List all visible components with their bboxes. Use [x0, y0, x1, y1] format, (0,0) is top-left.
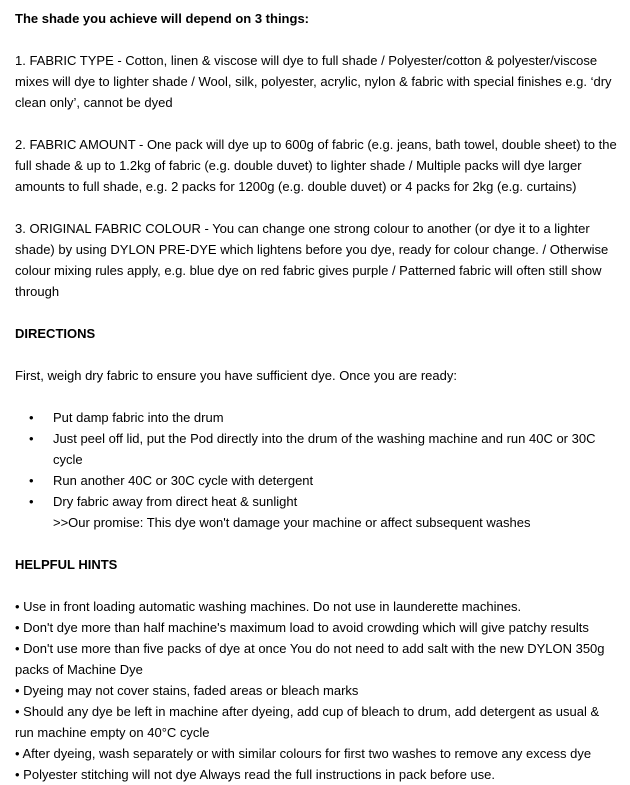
list-item: • Put damp fabric into the drum [15, 407, 620, 428]
helpful-hints-heading: HELPFUL HINTS [15, 557, 118, 572]
hint-item: • Polyester stitching will not dye Always read the full instructions in pack before use. [15, 767, 496, 782]
intro-heading: The shade you achieve will depend on 3 things: [15, 11, 309, 26]
hint-item: • After dyeing, wash separately or with similar colours for first two washes to remove any excess dye [15, 746, 592, 761]
paragraph-original-fabric-colour: 3. ORIGINAL FABRIC COLOUR - You can change one strong colour to another (or dye it to a lighter shade) by using DYLON PRE-DYE which lightens before you dye, ready for colour change. / Otherwise colour mixing rules apply, e.g. blue dye on red fabric gives purple / Patterned fabric will often still show through [15, 221, 609, 299]
directions-list [15, 407, 620, 512]
hint-item: • Don't dye more than half machine's maximum load to avoid crowding which will give patchy results [15, 620, 589, 635]
hint-item: • Use in front loading automatic washing machines. Do not use in launderette machines. [15, 599, 522, 614]
paragraph-fabric-amount: 2. FABRIC AMOUNT - One pack will dye up to 600g of fabric (e.g. jeans, bath towel, double sheet) to the full shade & up to 1.2kg of fabric (e.g. double duvet) to lighter shade / Multiple packs will dye larger amounts to full shade, e.g. 2 packs for 1200g (e.g. double duvet) or 4 packs for 2kg (e.g. curtains) [15, 137, 617, 194]
list-item: • Run another 40C or 30C cycle with detergent [15, 470, 620, 491]
hint-item: • Dyeing may not cover stains, faded areas or bleach marks [15, 683, 359, 698]
list-item: • Dry fabric away from direct heat & sunlight [15, 491, 620, 512]
hints-block [15, 596, 620, 785]
directions-intro: First, weigh dry fabric to ensure you have sufficient dye. Once you are ready: [15, 368, 457, 383]
paragraph-fabric-type: 1. FABRIC TYPE - Cotton, linen & viscose will dye to full shade / Polyester/cotton & polyester/viscose mixes will dye to lighter shade / Wool, silk, polyester, acrylic, nylon & fabric with special finishes e.g. ‘dry clean only’, cannot be dyed [15, 53, 612, 110]
list-item: • Just peel off lid, put the Pod directly into the drum of the washing machine and run 40C or 30C cycle [15, 428, 620, 470]
directions-heading: DIRECTIONS [15, 326, 96, 341]
hint-item: • Should any dye be left in machine after dyeing, add cup of bleach to drum, add detergent as usual & run machine empty on 40°C cycle [15, 704, 600, 740]
hint-item: • Don't use more than five packs of dye at once You do not need to add salt with the new DYLON 350g packs of Machine Dye [15, 641, 605, 677]
promise-note: >>Our promise: This dye won't damage your machine or affect subsequent washes [53, 515, 531, 530]
